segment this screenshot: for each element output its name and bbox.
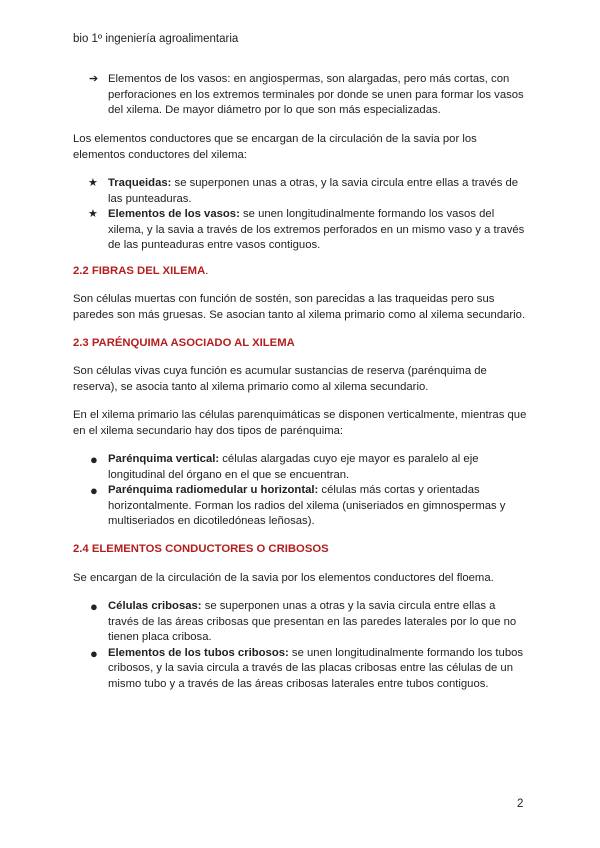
section-2-4-heading: 2.4 ELEMENTOS CONDUCTORES O CRIBOSOS [73, 543, 329, 555]
list-item [73, 646, 528, 693]
list-item [73, 176, 528, 207]
list-item [73, 483, 528, 530]
section-2-2-heading [73, 264, 528, 280]
section-title: 2.2 FIBRAS DEL XILEMA [73, 265, 206, 277]
star-bullet-icon: ★ [88, 208, 98, 220]
list-item-term: Traqueidas: [108, 177, 172, 189]
list-item-text: células más cortas y orientadas horizontalmente. Forman los radios del xilema (uniseriados en gimnospermas y multiseriados en dicotiledóneas leñosas). [108, 484, 506, 527]
xylem-conductors-list [73, 176, 528, 254]
star-bullet-icon: ★ [88, 177, 98, 189]
list-item-text: se superponen unas a otras y la savia circula entre ellas a través de las áreas cribosas que presentan en las paredes laterales por lo que no tienen placa cribosa. [108, 600, 517, 643]
page-header: bio 1º ingeniería agroalimentaria [73, 33, 239, 45]
vessel-elements-arrow-item [73, 72, 528, 119]
sieve-elements-list [73, 599, 528, 692]
section-2-3-body-2: En el xilema primario las células parenquimáticas se disponen verticalmente, mientras que en el xilema secundario hay dos tipos de parénquima: [73, 409, 527, 437]
list-item-term: Parénquima radiomedular u horizontal: [108, 484, 319, 496]
dot-bullet-icon: ● [90, 645, 98, 661]
list-item-term: Elementos de los vasos: [108, 208, 240, 220]
list-item-text: se unen longitudinalmente formando los tubos cribosos, y la savia circula a través de las placas cribosas entre las células de un mismo tubo y a través de las áreas cribosas laterales entre tubos contiguos. [108, 646, 524, 690]
section-2-3-body-1: Son células vivas cuya función es acumular sustancias de reserva (parénquima de reserva), se asocia tanto al xilema primario como al xilema secundario. [73, 365, 487, 393]
dot-bullet-icon: ● [90, 452, 98, 467]
list-item-text: células alargadas cuyo eje mayor es paralelo al eje longitudinal del órgano en el que se encuentran. [108, 453, 479, 481]
list-item [73, 207, 528, 254]
vessel-elements-text: Elementos de los vasos: en angiospermas, son alargadas, pero más cortas, con perforaciones en los extremos terminales por donde se unen para formar los vasos del xilema. De mayor diámetro por lo que son más especializadas. [108, 73, 524, 116]
parenchyma-list [73, 452, 528, 530]
list-item-text: se superponen unas a otras, y la savia circula entre ellas a través de las punteaduras. [108, 177, 519, 205]
list-item [73, 452, 528, 483]
list-item-term: Elementos de los tubos cribosos: [108, 646, 289, 659]
dot-bullet-icon: ● [90, 483, 98, 498]
section-2-4-body: Se encargan de la circulación de la savia por los elementos conductores del floema. [73, 572, 494, 584]
list-item-term: Células cribosas: [108, 600, 202, 612]
list-item-term: Parénquima vertical: [108, 453, 220, 465]
arrow-bullet-icon: ➔ [89, 73, 99, 85]
section-title-suffix: . [205, 265, 209, 277]
conductors-intro-paragraph: Los elementos conductores que se encargan de la circulación de la savia por los elementos conductores del xilema: [73, 133, 477, 161]
list-item [73, 599, 528, 646]
section-2-2-body: Son células muertas con función de sostén, son parecidas a las traqueidas pero sus paredes son más gruesas. Se asocian tanto al xilema primario como al xilema secundario. [73, 293, 526, 321]
section-2-3-heading: 2.3 PARÉNQUIMA ASOCIADO AL XILEMA [73, 337, 295, 349]
dot-bullet-icon: ● [90, 599, 98, 614]
list-item-text: se unen longitudinalmente formando los vasos del xilema, y la savia a través de los extremos perforados en un mismo vaso y a través de las punteaduras entre vasos contiguos. [108, 208, 525, 251]
page-number: 2 [517, 798, 524, 810]
